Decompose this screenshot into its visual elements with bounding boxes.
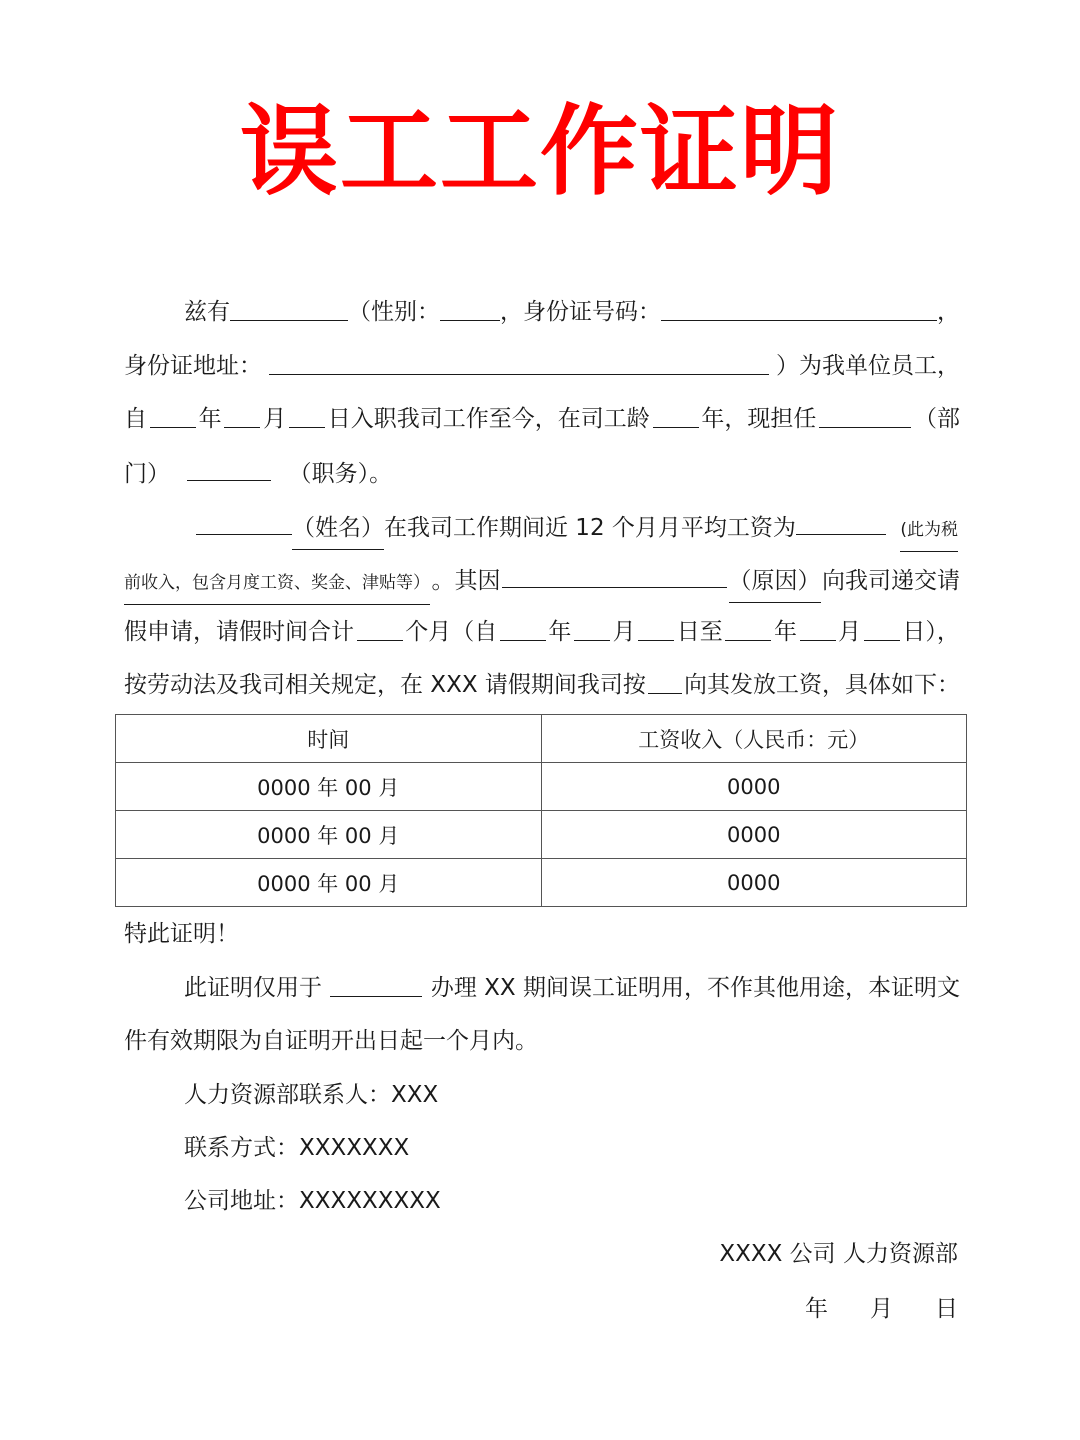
date-day-label: 日 <box>935 1296 958 1322</box>
text-segment: （部 <box>913 406 960 432</box>
text-segment: 在我司工作期间近 12 个月月平均工资为 <box>384 515 796 541</box>
id-number-blank[interactable] <box>661 292 937 321</box>
text-segment: 。其因 <box>431 568 501 594</box>
leave-start-day-blank[interactable] <box>638 612 674 641</box>
column-header-time: 时间 <box>116 715 542 763</box>
p4-line-2: 件有效期限为自证明开出日起一个月内。 <box>124 1028 538 1054</box>
table-row <box>116 811 967 859</box>
p2-line-4 <box>124 665 960 705</box>
department-blank[interactable] <box>819 399 911 428</box>
date-month-label: 月 <box>870 1296 893 1322</box>
signature-date <box>124 1289 958 1329</box>
leave-end-year-blank[interactable] <box>725 612 771 641</box>
average-salary-blank[interactable] <box>796 506 886 535</box>
leave-months-blank[interactable] <box>357 612 403 641</box>
text-segment: 身份证地址： <box>124 353 262 379</box>
text-segment: 此证明仅用于 <box>184 975 322 1001</box>
p1-line-4 <box>124 452 960 492</box>
p2-line-1 <box>196 506 958 546</box>
cell-time: 0000 年 00 月 <box>116 763 542 811</box>
text-segment: 年 <box>548 619 572 645</box>
leave-end-day-blank[interactable] <box>864 612 900 641</box>
text-segment: （原因） <box>729 561 821 603</box>
text-segment: (此为税 <box>900 510 958 552</box>
text-segment: 按劳动法及我司相关规定，在 XXX 请假期间我司按 <box>124 672 646 698</box>
start-year-blank[interactable] <box>150 399 196 428</box>
reason-blank[interactable] <box>502 559 727 588</box>
text-segment: 前收入，包含月度工资、奖金、津贴等） <box>124 563 430 605</box>
text-segment: ， <box>937 299 960 325</box>
p1-line-1 <box>184 292 960 332</box>
text-segment: 个月（自 <box>405 619 498 645</box>
text-segment: 日）， <box>902 619 960 645</box>
cell-time: 0000 年 00 月 <box>116 859 542 907</box>
date-year-label: 年 <box>805 1296 828 1322</box>
text-segment: 日至 <box>676 619 723 645</box>
text-segment: 月 <box>838 619 862 645</box>
leave-start-month-blank[interactable] <box>574 612 610 641</box>
text-segment: 月 <box>612 619 636 645</box>
id-address-blank[interactable] <box>269 346 769 375</box>
p2-line-2 <box>124 559 960 599</box>
table-row <box>116 859 967 907</box>
employee-name-blank[interactable] <box>196 506 292 535</box>
text-segment: 日入职我司工作至今，在司工龄 <box>327 406 650 432</box>
text-segment: 自 <box>124 406 147 432</box>
hr-contact: 人力资源部联系人：XXX <box>184 1082 439 1108</box>
text-segment: （性别： <box>348 299 440 325</box>
text-segment: 年 <box>198 406 222 432</box>
leave-end-month-blank[interactable] <box>800 612 836 641</box>
certification-statement: 特此证明！ <box>124 921 239 947</box>
text-segment: 向其发放工资，具体如下： <box>684 672 960 698</box>
p4-line-1 <box>184 968 960 1008</box>
p1-line-2 <box>124 346 960 386</box>
text-segment: （职务）。 <box>288 461 393 487</box>
name-blank[interactable] <box>230 292 348 321</box>
column-header-income: 工资收入（人民币：元） <box>541 715 967 763</box>
text-segment: 年，现担任 <box>701 406 817 432</box>
document-title: 误工工作证明 <box>239 95 840 209</box>
text-segment: ）为我单位员工， <box>776 353 960 379</box>
text-segment: 门） <box>124 461 170 487</box>
cell-income: 0000 <box>541 811 967 859</box>
p1-line-3 <box>124 399 960 439</box>
tenure-blank[interactable] <box>653 399 699 428</box>
text-segment: 月 <box>263 406 287 432</box>
purpose-blank[interactable] <box>330 968 422 997</box>
start-month-blank[interactable] <box>224 399 260 428</box>
pay-ratio-blank[interactable] <box>648 665 682 694</box>
salary-table <box>115 714 967 907</box>
text-segment: ，身份证号码： <box>500 299 661 325</box>
contact-method: 联系方式：XXXXXXX <box>184 1135 410 1161</box>
cell-income: 0000 <box>541 763 967 811</box>
text-segment: 办理 XX 期间误工证明用，不作其他用途，本证明文 <box>430 975 960 1001</box>
text-segment: 假申请，请假时间合计 <box>124 619 354 645</box>
company-address: 公司地址：XXXXXXXXX <box>184 1188 441 1214</box>
text-segment: 年 <box>773 619 797 645</box>
text-segment: 兹有 <box>184 299 230 325</box>
p2-line-3 <box>124 612 960 652</box>
position-blank[interactable] <box>187 452 271 481</box>
text-segment: 向我司递交请 <box>822 568 960 594</box>
start-day-blank[interactable] <box>289 399 325 428</box>
leave-start-year-blank[interactable] <box>500 612 546 641</box>
gender-blank[interactable] <box>440 292 500 321</box>
cell-income: 0000 <box>541 859 967 907</box>
table-header-row <box>116 715 967 763</box>
signature-company: XXXX 公司 人力资源部 <box>719 1241 958 1267</box>
text-segment: （姓名） <box>292 508 384 550</box>
cell-time: 0000 年 00 月 <box>116 811 542 859</box>
table-row <box>116 763 967 811</box>
